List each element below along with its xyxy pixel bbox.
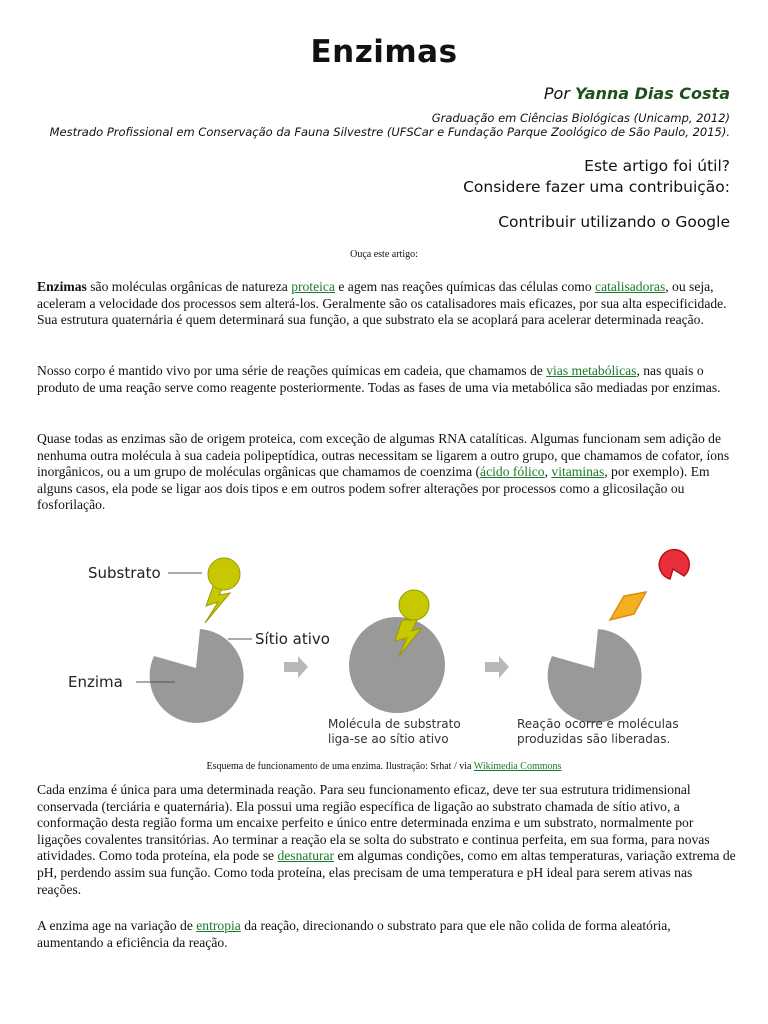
enzyme-shape-2 xyxy=(349,617,445,713)
label-substrato: Substrato xyxy=(88,564,161,582)
link-desnaturar[interactable]: desnaturar xyxy=(277,848,335,864)
product-molecule-orange xyxy=(610,592,646,620)
paragraph-text: , nas quais o produto de uma reação serve como reagente posteriormente. Todas as fases de uma via metabólica são mediadas por enzimas. xyxy=(37,363,721,395)
link-vitaminas[interactable]: vitaminas xyxy=(551,464,605,480)
substrate-molecule-1 xyxy=(205,558,240,623)
caption-text: Esquema de funcionamento de uma enzima. Ilustração: Srhat / via xyxy=(206,761,474,772)
support-question: Este artigo foi útil? xyxy=(584,157,730,175)
paragraph-text: Quase todas as enzimas são de origem proteica, com exceção de algumas RNA catalíticas. Algumas funcionam sem adição de nenhuma outra molécula à sua cadeia polipeptídica, outras necessitam se ligarem a outro grupo, que chamamos de cofator, íons inorgânicos, ou a um grupo de moléculas orgânicas que chamamos de coenzima ( xyxy=(37,431,730,480)
step2-caption-line2: liga-se ao sítio ativo xyxy=(328,732,449,746)
arrow-icon xyxy=(485,656,509,678)
label-sitio-ativo: Sítio ativo xyxy=(255,630,330,648)
paragraph-text: A enzima age na variação de xyxy=(37,918,197,933)
paragraph-4 xyxy=(37,782,737,898)
paragraph-text: , por exemplo). Em alguns casos, ela pode se ligar aos dois tipos e em outros podem sofrer alterações por processos como a glicosilação ou fosforilação. xyxy=(37,464,710,513)
arrow-icon xyxy=(284,656,308,678)
paragraph-text: da reação, direcionando o substrato para que ele não colida de forma aleatória, aumentando a eficiência da reação. xyxy=(37,918,671,950)
link-proteica[interactable]: proteica xyxy=(291,279,335,294)
link-acido-folico[interactable]: ácido fólico xyxy=(480,464,545,480)
enzyme-diagram xyxy=(50,538,740,758)
product-molecule-red xyxy=(659,550,689,579)
enzyme-shape-3 xyxy=(548,629,642,723)
paragraph-1 xyxy=(37,279,737,329)
enzyme-step-2 xyxy=(328,590,461,746)
paragraph-text: e agem nas reações químicas das células como xyxy=(334,279,596,294)
paragraph-3 xyxy=(37,431,737,514)
link-entropia[interactable]: entropia xyxy=(196,918,241,933)
enzyme-step-1 xyxy=(68,558,330,723)
paragraph-5 xyxy=(37,918,737,951)
enzyme-shape-1 xyxy=(150,629,244,723)
step3-caption-line2: produzidas são liberadas. xyxy=(517,732,671,746)
paragraph-text: Nosso corpo é mantido vivo por uma série de reações químicas em cadeia, que chamamos de xyxy=(37,363,547,378)
link-catalisadoras[interactable]: catalisadoras xyxy=(595,279,666,294)
paragraph-text: Cada enzima é única para uma determinada reação. Para seu funcionamento eficaz, deve ter sua estrutura tridimensional conservada (terciária e quaternária). Ela possui uma região específica de ligação ao substrato chamada de sítio ativo, a conformação desta região forma um encaixe perfeito e único entre determinada enzima e um substrato, normalmente por ligações covalentes transitórias. Ao terminar a reação ela se solta do substrato e continua perfeita, em sua forma, para novas atividades. Como toda proteína, ela pode se xyxy=(37,782,710,864)
paragraph-text: em algumas condições, como em altas temperaturas, variação extrema de pH, perdendo assim sua função. Como toda proteína, elas precisam de uma temperatura e pH ideal para serem ativas nas reações. xyxy=(37,848,736,897)
paragraph-text: , xyxy=(544,464,552,480)
byline xyxy=(544,84,730,103)
step2-caption-line1: Molécula de substrato xyxy=(328,717,461,731)
credential-line-2: Mestrado Profissional em Conservação da Fauna Silvestre (UFSCar e Fundação Parque Zoológico de São Paulo, 2015). xyxy=(49,125,730,139)
credential-line-1: Graduação em Ciências Biológicas (Unicamp, 2012) xyxy=(431,111,730,125)
author-name: Yanna Dias Costa xyxy=(575,84,730,103)
paragraph-text: são moléculas orgânicas de natureza xyxy=(86,279,292,294)
step3-caption-line1: Reação ocorre e moléculas xyxy=(517,717,679,731)
link-wikimedia-commons[interactable]: Wikimedia Commons xyxy=(473,761,562,772)
figure-caption xyxy=(0,761,768,772)
listen-label: Ouça este artigo: xyxy=(350,249,418,260)
byline-prefix: Por xyxy=(543,84,575,103)
page-title: Enzimas xyxy=(310,34,458,70)
contribute-google-link[interactable]: Contribuir utilizando o Google xyxy=(498,213,730,231)
link-vias-metabolicas[interactable]: vias metabólicas xyxy=(546,363,637,378)
label-enzima: Enzima xyxy=(68,673,123,691)
paragraph-2 xyxy=(37,363,737,396)
enzyme-step-3 xyxy=(517,550,689,746)
support-prompt: Considere fazer uma contribuição: xyxy=(463,178,730,196)
paragraph-text: , ou seja, aceleram a velocidade dos processos sem alterá-los. Geralmente são os catalisadores mais eficazes, por sua alta especificidade. Sua estrutura quaternária é quem determinará sua função, a que substrato ela se acoplará para acelerar determinada reação. xyxy=(37,279,727,328)
term-enzimas: Enzimas xyxy=(37,279,87,294)
